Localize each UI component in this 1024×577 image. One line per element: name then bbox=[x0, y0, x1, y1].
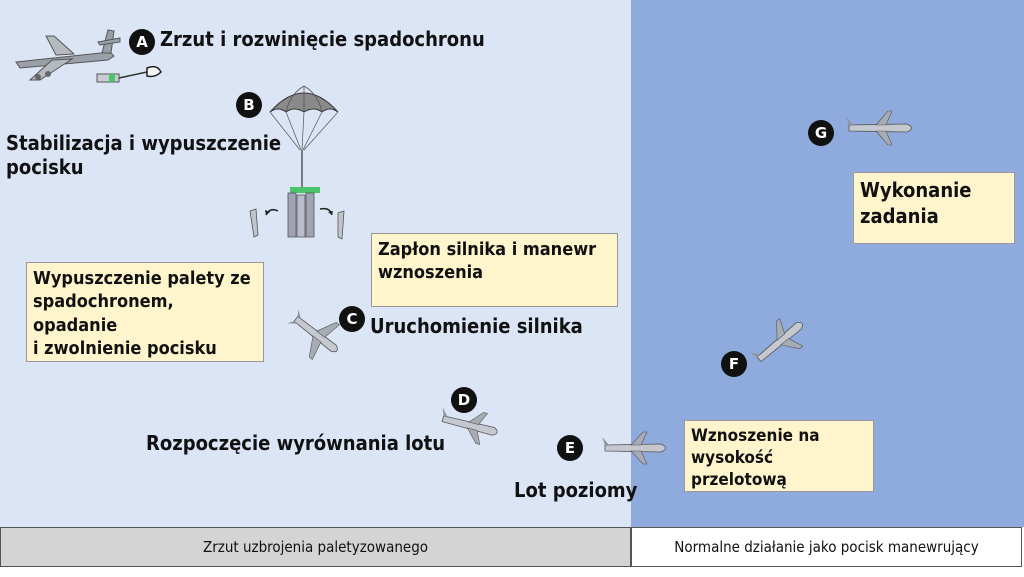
step-badge-g: G bbox=[808, 120, 834, 146]
note-climb-cruise bbox=[684, 420, 874, 492]
missile-icon bbox=[440, 406, 504, 446]
note-line: zadania bbox=[860, 204, 939, 228]
footer-pallet-drop: Zrzut uzbrojenia paletyzowanego bbox=[0, 527, 631, 567]
missile-icon bbox=[846, 108, 918, 148]
step-b-label bbox=[6, 131, 281, 179]
drogue-chute-icon bbox=[95, 62, 165, 86]
note-engine-ignition bbox=[371, 233, 618, 307]
note-line: wysokość przelotową bbox=[691, 448, 787, 491]
step-a-label: Zrzut i rozwinięcie spadochronu bbox=[160, 27, 485, 51]
note-pallet-release bbox=[26, 262, 264, 362]
step-badge-b: B bbox=[236, 92, 262, 118]
note-line: i zwolnienie pocisku bbox=[33, 338, 217, 360]
missile-icon bbox=[750, 310, 814, 370]
note-line: Wykonanie bbox=[860, 178, 972, 202]
note-line: Wznoszenie na bbox=[691, 426, 820, 446]
step-badge-c: C bbox=[339, 306, 365, 332]
footer-cruise-missile: Normalne działanie jako pocisk manewrujący bbox=[631, 527, 1022, 567]
note-line: Zapłon silnika i manewr bbox=[378, 239, 597, 260]
step-b-label-line-1: Stabilizacja i wypuszczenie bbox=[6, 131, 282, 155]
step-c-label: Uruchomienie silnika bbox=[370, 314, 583, 338]
note-mission bbox=[853, 172, 1015, 244]
step-e-label: Lot poziomy bbox=[514, 478, 638, 502]
step-d-label: Rozpoczęcie wyrównania lotu bbox=[146, 431, 446, 455]
step-badge-d: D bbox=[451, 387, 477, 413]
note-line: Wypuszczenie palety ze bbox=[33, 268, 251, 289]
note-line: spadochronem, opadanie bbox=[33, 291, 174, 336]
step-badge-f: F bbox=[721, 351, 747, 377]
missile-icon bbox=[602, 428, 672, 468]
step-b-label-line-2: pocisku bbox=[6, 155, 84, 179]
note-line: wznoszenia bbox=[378, 262, 484, 284]
pallet-icon bbox=[248, 185, 348, 243]
step-badge-a: A bbox=[129, 29, 155, 55]
step-badge-e: E bbox=[557, 435, 583, 461]
